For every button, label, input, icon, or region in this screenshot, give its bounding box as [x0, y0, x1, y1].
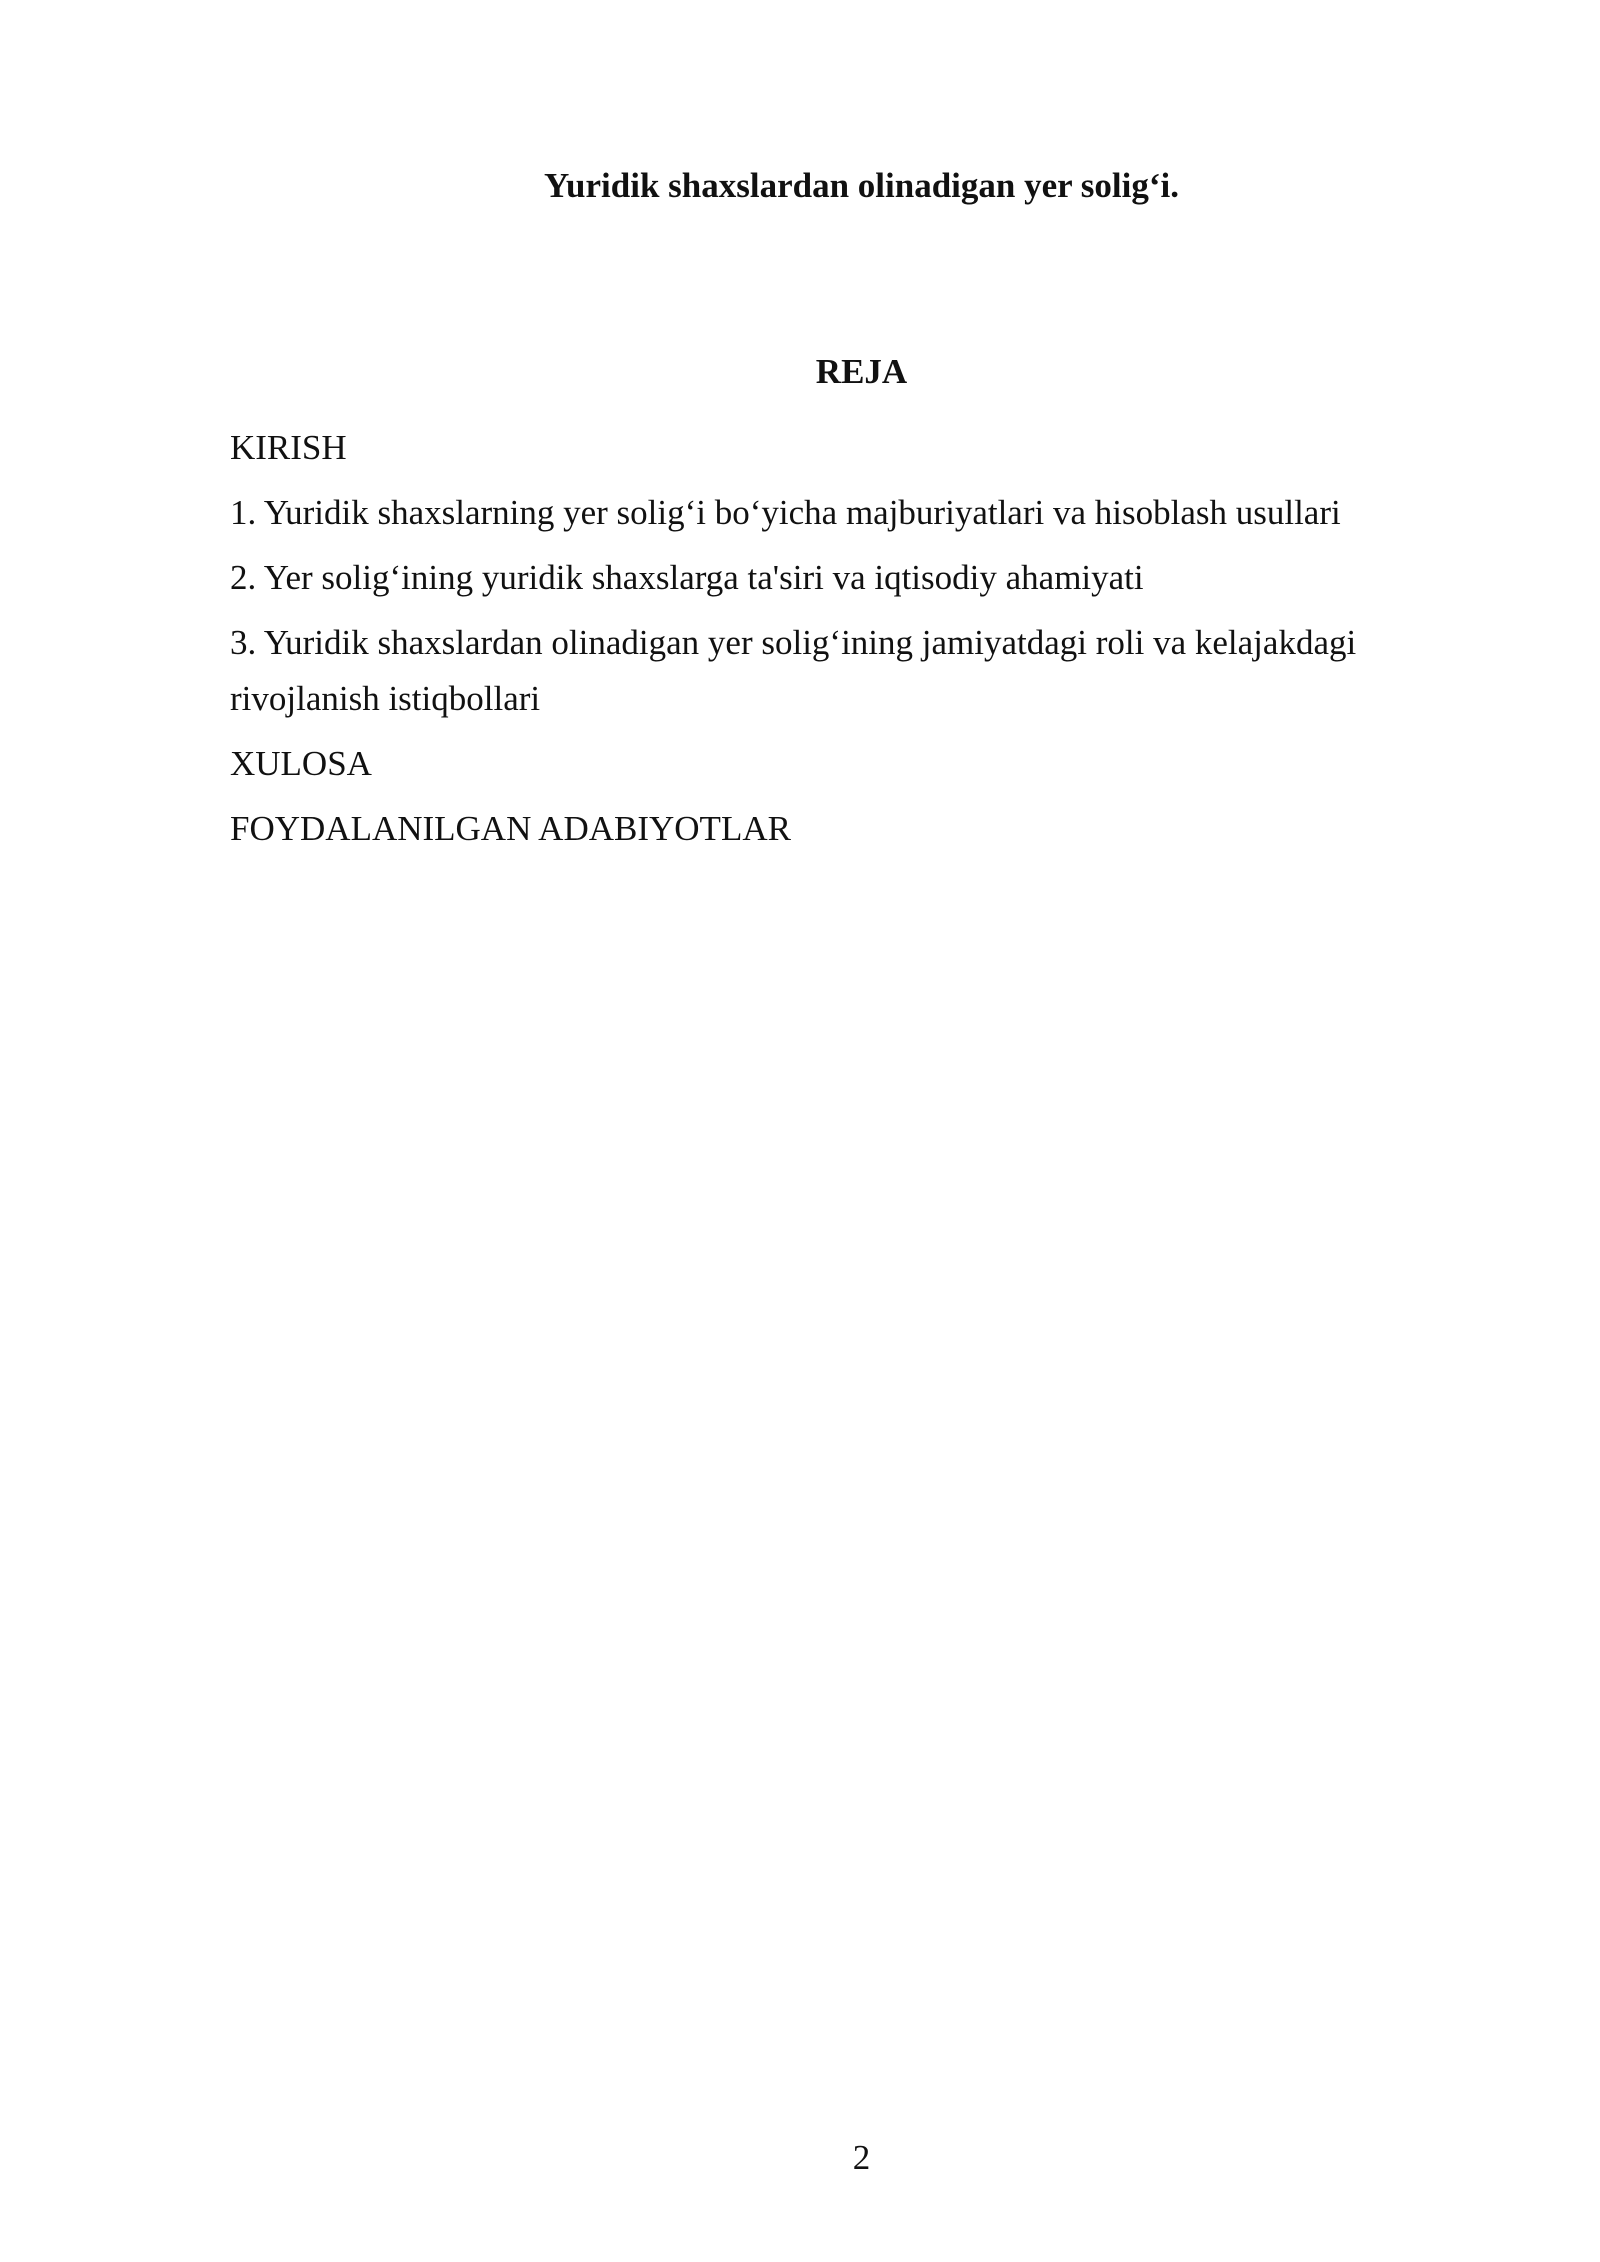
plan-list [230, 420, 1480, 866]
plan-item-2: 2. Yer solig‘ining yuridik shaxslarga ta'siri va iqtisodiy ahamiyati [230, 558, 1144, 597]
plan-item-introduction: KIRISH [230, 428, 347, 467]
document-title: Yuridik shaxslardan olinadigan yer solig‘i. [543, 166, 1180, 205]
plan-item-1: 1. Yuridik shaxslarning yer solig‘i bo‘yicha majburiyatlari va hisoblash usullari [230, 493, 1341, 532]
page-number: 2 [852, 2138, 871, 2177]
plan-item-3: 3. Yuridik shaxslardan olinadigan yer solig‘ining jamiyatdagi roli va kelajakdagi rivojlanish istiqbollari [230, 623, 1357, 718]
plan-item-conclusion: XULOSA [230, 744, 372, 783]
plan-item-references: FOYDALANILGAN ADABIYOTLAR [230, 809, 791, 848]
plan-heading: REJA [815, 352, 908, 391]
